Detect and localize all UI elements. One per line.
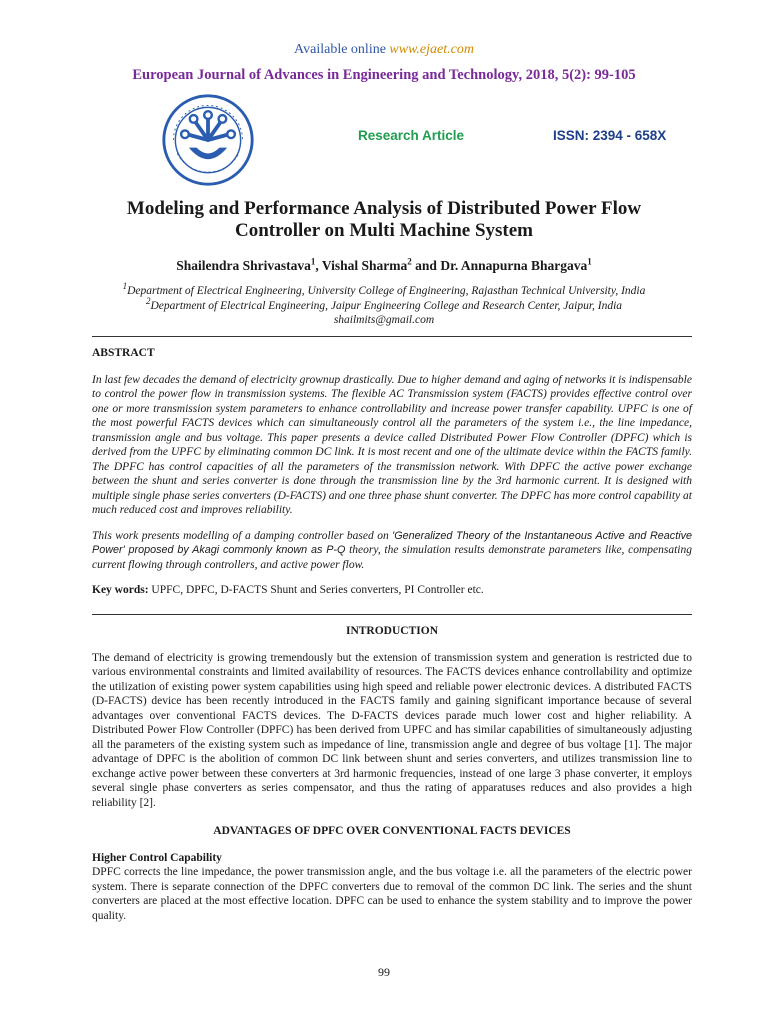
advantages-paragraph: DPFC corrects the line impedance, the power transmission angle, and the bus voltage i.e. all the parameters of the electric power system. There is separate connection of the DPFC converters due to removal of the common DC link. The series and the shunt converters are placed at the most effective location. DPFC can be used to enhance the system stability and to improve the power quality. [92,866,692,922]
affiliations [0,281,768,328]
affiliation-line [0,295,768,314]
affiliation-text: Department of Electrical Engineering, Jaipur Engineering College and Research Center, Jaipur, India [150,299,623,312]
author-name: Vishal Sharma [321,258,408,273]
author-name: Shailendra Shrivastava [176,258,311,273]
abstract-section [92,346,692,598]
keywords-label: Key words: [92,584,149,596]
affil-marker: 1 [122,281,128,292]
site-link[interactable]: www.ejaet.com [389,42,474,57]
abstract-text: This work presents modelling of a damping controller based on [92,529,393,542]
divider [92,614,692,615]
abstract-heading: ABSTRACT [92,347,155,359]
article-type: Research Article [358,128,465,143]
available-label: Available online [294,42,390,57]
journal-logo [160,92,256,188]
paper-title: Modeling and Performance Analysis of Distributed Power Flow Controller on Multi Machine System [126,198,642,241]
author-affil-marker: 1 [587,256,592,267]
author-email[interactable]: shailmits@gmail.com [333,314,435,326]
page-number: 99 [378,965,390,979]
advantages-heading: ADVANTAGES OF DPFC OVER CONVENTIONAL FACTS DEVICES [213,825,571,837]
introduction-paragraph: The demand of electricity is growing tremendously but the extension of transmission system and generation is restricted due to various environmental constraints and limited availability of resources. The FACTS devices enhance controllability and optimize the utilization of existing power system capabilities using high speed and reliable power electronic devices. A distributed FACTS (D-FACTS) device has been recently introduced in the FACTS family and gaining significant importance because of several advantages over conventional FACTS devices. The D-FACTS devices parade much lower cost and higher reliability. A Distributed Power Flow Controller (DPFC) has been derived from UPFC and has similar capabilities of simultaneously adjusting all the parameters of the existing system such as impedance of line, transmission angle and degree of bus voltage [1]. The major advantage of DPFC is the abolition of common DC link between shunt and series converters, and utilizes transmission line to exchange active power between these converters at 3rd harmonic frequencies, instead of one large 3 phase converter, it employs several single phase converters as series compensator, and thus the rating of apparatuses reduces and also provides a high reliability [2]. [92,651,692,809]
introduction-heading: INTRODUCTION [345,625,438,637]
issn: ISSN: 2394 - 658X [553,128,667,143]
abstract-paragraph-2 [92,529,692,573]
abstract-paragraph: In last few decades the demand of electricity grownup drastically. Due to higher demand and aging of networks it is indispensable to control the power flow in transmission systems. The flexible AC Transmission system (FACTS) provides effective control over one or more transmission system parameters to enhance controllability and increase power transfer capability. UPFC is one of the most powerful FACTS devices which can simultaneously control all the parameters of the system i.e., the line impedance, transmission angle and bus voltage. This paper presents a device called Distributed Power Flow Controller (DPFC) which is derived from the UPFC by eliminating common DC link. It is most recent and one of the ultimate device within the FACTS family. The DPFC has control capacities of all the parameters of the transmission network. With DPFC the active power exchange between the shunt and series converter is done through the transmission line by the 3rd harmonic current. It is designed with multiple single phase series converters (D-FACTS) and one three phase shunt converter. The DPFC has more control capability at much reduced cost and improves reliability. [92,373,692,516]
author-name: Dr. Annapurna Bhargava [440,258,588,273]
author-list [0,258,768,274]
subsection-heading: Higher Control Capability [92,851,222,864]
introduction-section [92,624,692,923]
availability-line [0,42,768,58]
abstract-theory-ref: 'Generalized Theory of the Instantaneous Active and Reactive Power' proposed by Akagi commonly known as P-Q [92,529,692,556]
affiliation-text: Department of Electrical Engineering, University College of Engineering, Rajasthan Technical University, India [127,285,646,297]
keywords-text: UPFC, DPFC, D-FACTS Shunt and Series converters, PI Controller etc. [148,584,484,596]
author-separator: and [411,258,441,273]
author-affil-marker: 2 [407,256,412,267]
author-separator: , [315,258,322,273]
affiliation-line [0,281,768,299]
journal-citation: European Journal of Advances in Engineering and Technology, 2018, 5(2): 99-105 [132,67,636,83]
abstract-text: theory, the simulation results demonstrate parameters like, compensating current flowing through controllers, and active power flow. [92,544,692,571]
keywords [92,583,692,598]
divider [92,336,692,337]
affil-marker: 2 [145,295,151,306]
author-affil-marker: 1 [310,256,316,267]
